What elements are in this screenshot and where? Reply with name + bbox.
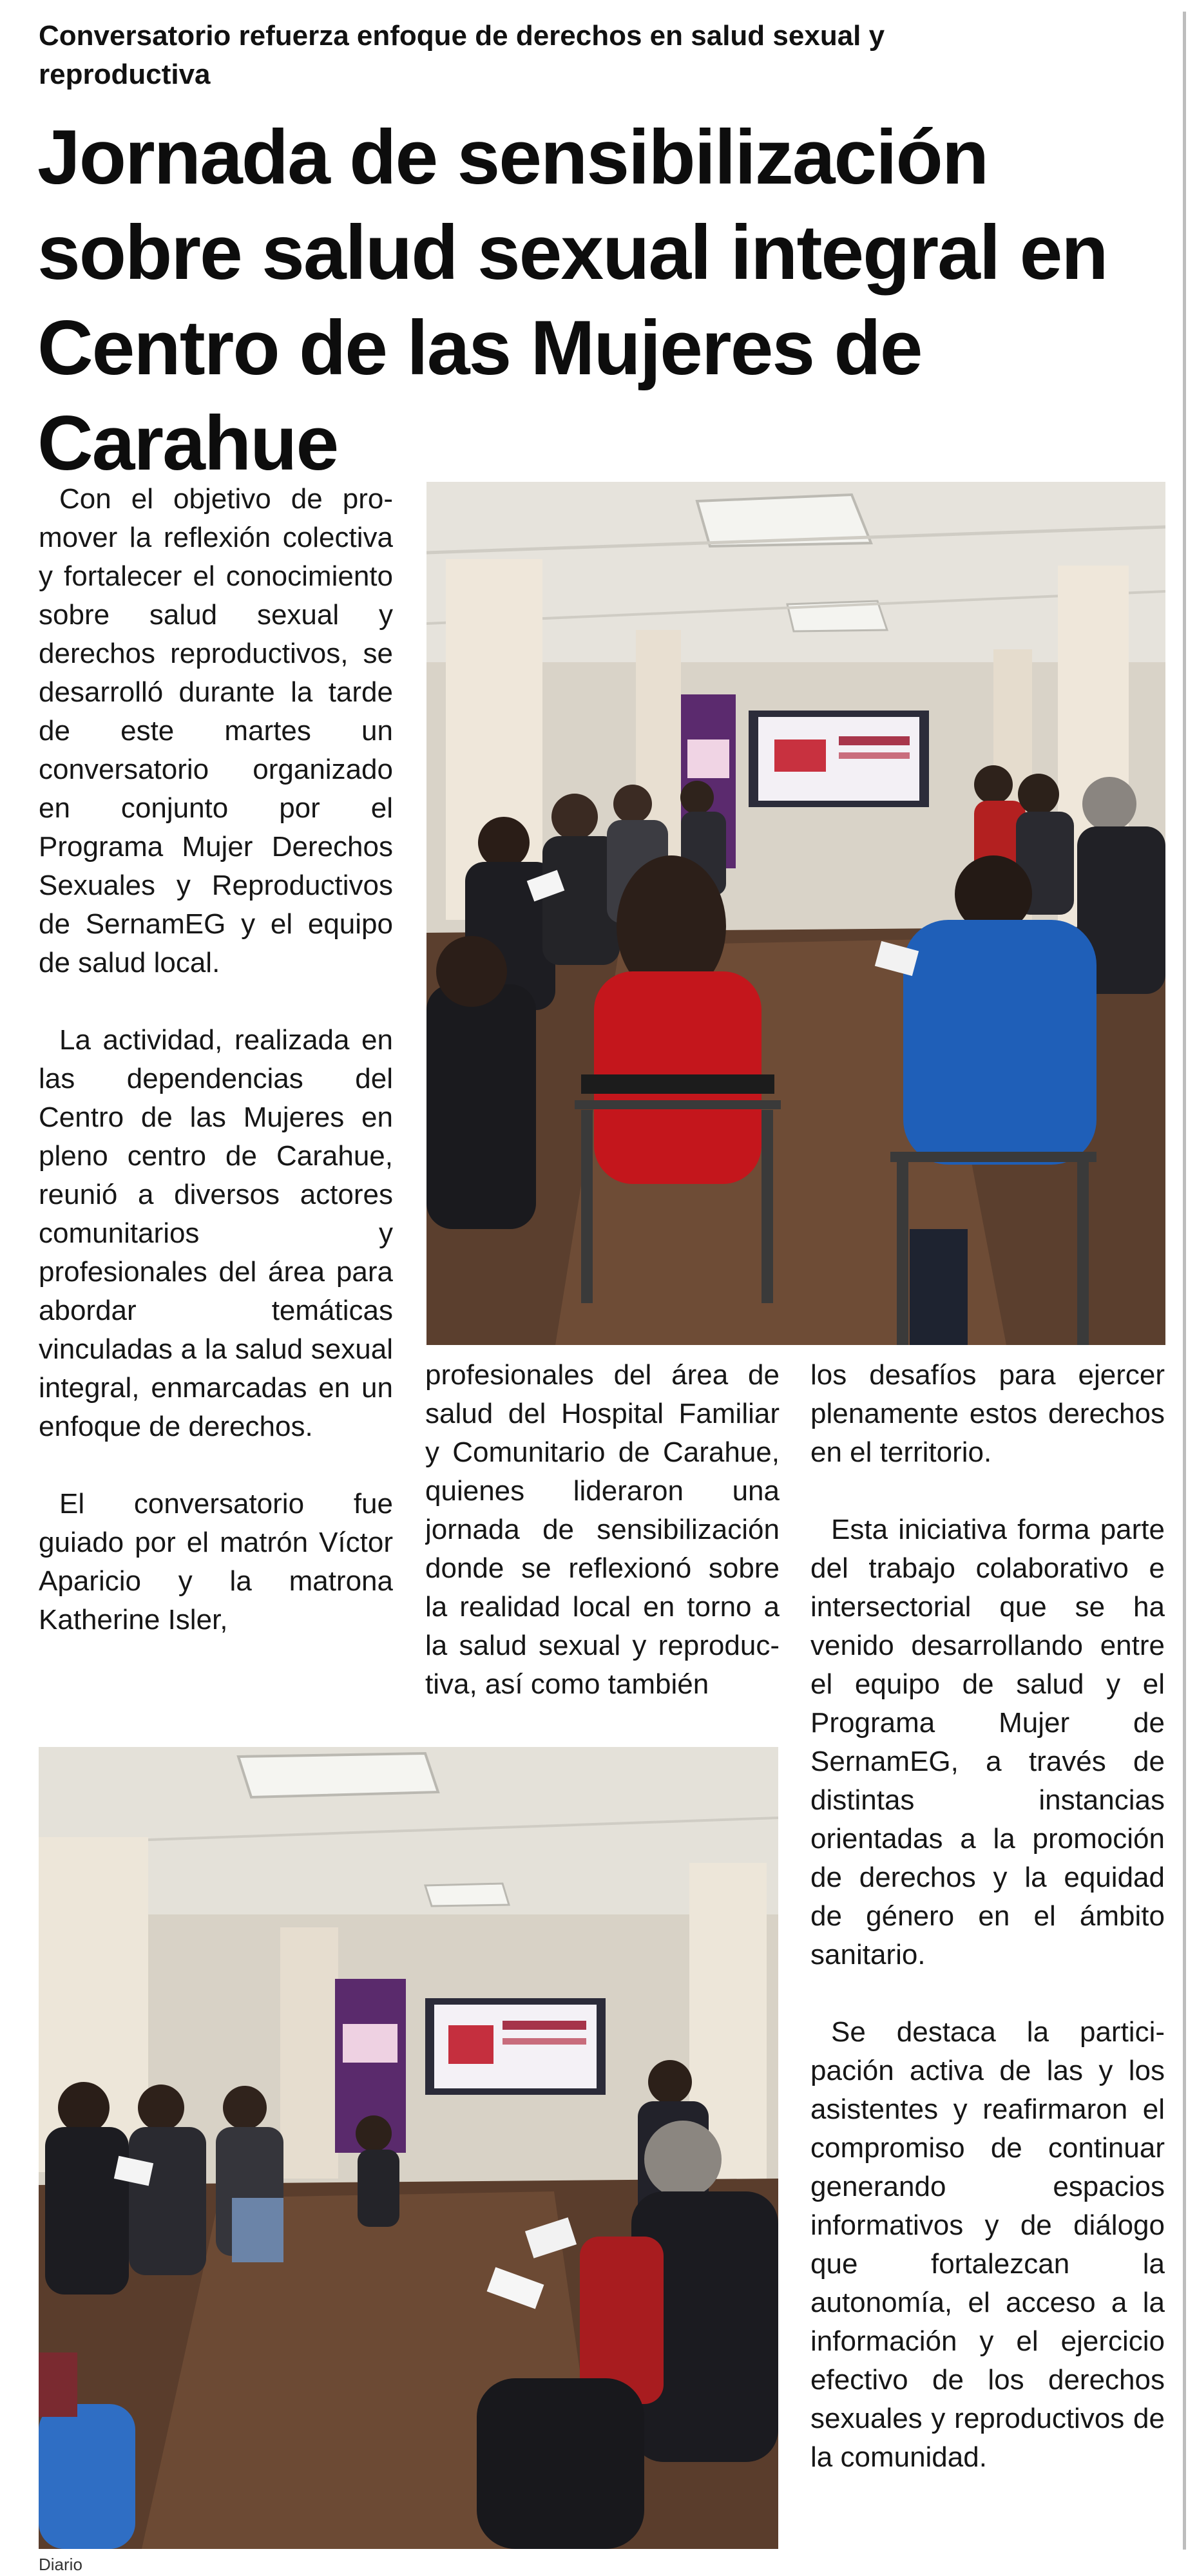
paragraph: profesionales del área de salud del Hospital Familiar y Comunitario de Carahue, quienes lideraron una jornada de sensibilización donde se reflexionó sobre la realidad local en torno a la salud sexual y reproductiva, así como también bbox=[425, 1359, 780, 1700]
article-column-3 bbox=[810, 1356, 1165, 2548]
paragraph: los desafíos para ejercer plenamente estos derechos en el territorio. bbox=[810, 1359, 1165, 1468]
article-kicker: Conversatorio refuerza enfoque de derechos en salud sexual y reproductiva bbox=[39, 20, 885, 90]
article-column-1 bbox=[39, 480, 393, 1713]
paragraph: Con el objetivo de promover la reflexión colectiva y fortalecer el conocimiento sobre salud sexual y derechos reproductivos, se desarrolló durante la tarde de este martes un conversatorio organizado en conjunto por el Programa Mujer Derechos Sexuales y Reproductivos de SernamEG y el equipo de salud local. bbox=[39, 483, 393, 978]
event-photo-top bbox=[426, 482, 1165, 1345]
paragraph: Esta iniciativa forma parte del trabajo colaborativo e intersectorial que se ha venido desarrollando entre el equipo de salud y el Programa Mujer de SernamEG, a través de distintas instancias orientadas a la promoción de derechos y la equidad de género en el ámbito sanitario. bbox=[810, 1514, 1165, 1970]
paragraph: La actividad, realizada en las dependencias del Centro de las Mujeres en pleno centro de Carahue, reunió a diversos actores comunitarios y profesionales del área para abordar temáticas vinculadas a la salud sexual integral, enmarcadas en un enfoque de derechos. bbox=[39, 1024, 393, 1442]
meeting-room-photo-illustration bbox=[426, 482, 1165, 1345]
meeting-room-photo-illustration bbox=[39, 1747, 778, 2549]
paragraph: El conversatorio fue guiado por el matrón Víctor Aparicio y la matrona Katherine Isler, bbox=[39, 1488, 393, 1636]
publication-footer: Diario bbox=[39, 2555, 82, 2574]
event-photo-bottom bbox=[39, 1747, 778, 2549]
paragraph: Se destaca la participación activa de las y los asistentes y reafirmaron el compromiso de continuar generando espacios informativos y de diálogo que fortalezcan la autonomía, el acceso a la información y el ejercicio efectivo de los derechos sexuales y reproductivos de la comunidad. bbox=[810, 2016, 1165, 2473]
article-column-2 bbox=[425, 1356, 780, 1742]
article-headline: Jornada de sensibilización sobre salud sexual integral en Centro de las Mujeres de Carahue bbox=[37, 114, 1107, 486]
page-edge-rule bbox=[1183, 12, 1186, 2550]
